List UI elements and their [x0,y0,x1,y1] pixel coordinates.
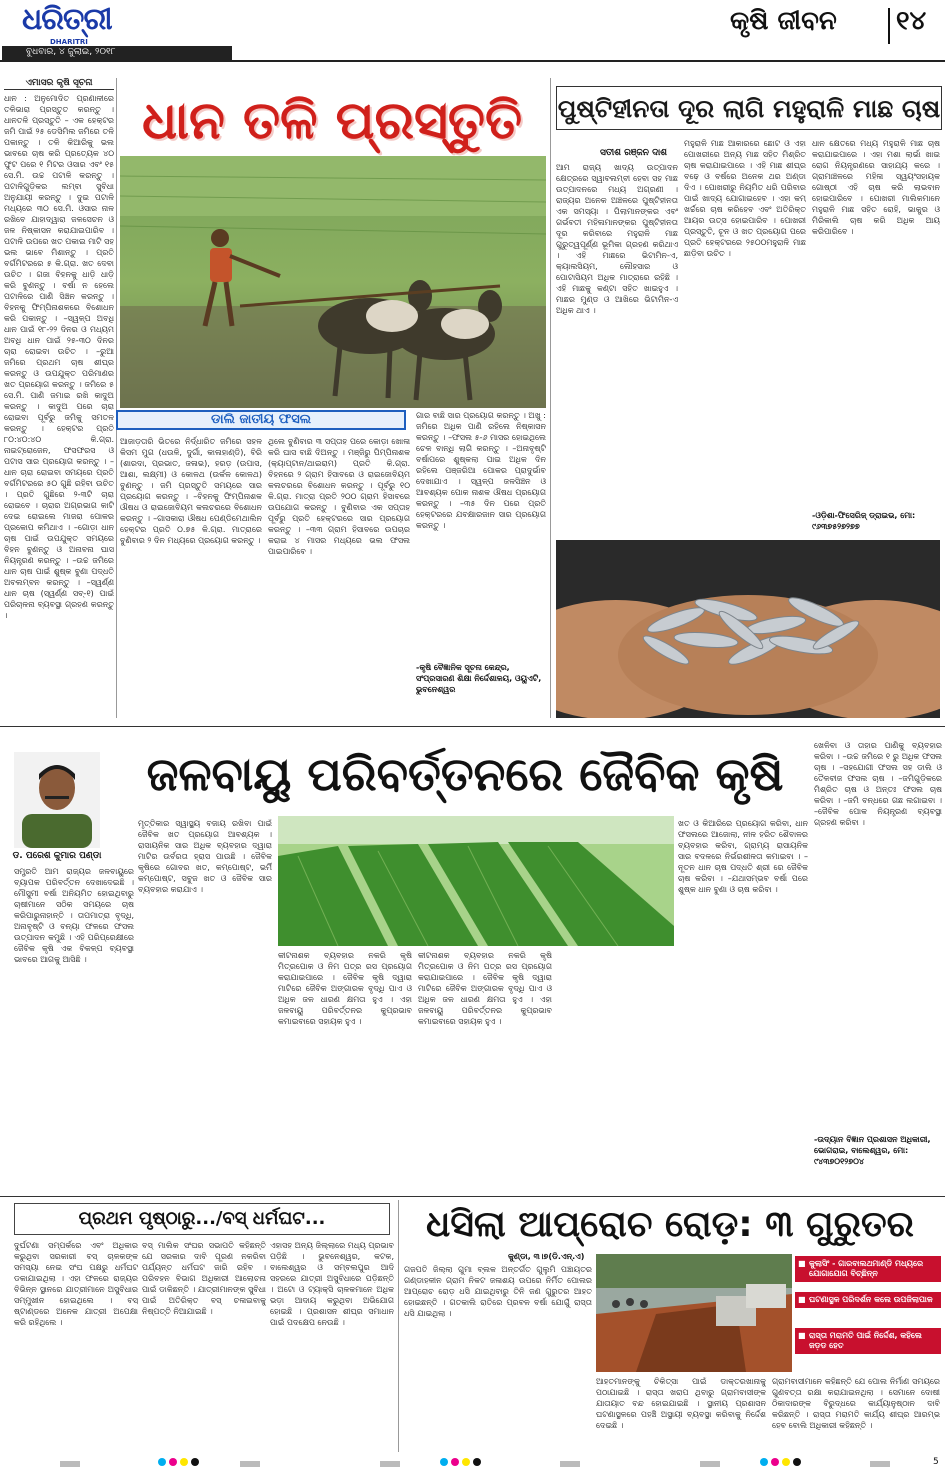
fish-headline: ପୁଷ୍ଟିହୀନତା ଦୂର ଲାଗି ମହୁରାଳି ମାଛ ଚାଷ [556,86,942,130]
footer-page-marker: 5 [933,1457,939,1467]
section-rule [0,726,945,727]
climate-body-5: ଖେଳିବା ଓ ତାହାର ପାଣିକୁ ବ୍ୟବହାର କରିବା । –ଉଚ୍ଚ ଜମିରେ ୧ ରୁ ଅଧିକ ଫସଲ ଚାଷ । –ସହଯୋଗୀ ଫସଲ ସହ ଡାଲି ଓ ତୈଳବୀଜ ଫସଲ ଚାଷ । –ଜମିଗୁଡ଼ିକରେ ମିଶ୍ରିତ ଚାଷ ଓ ଅନ୍ତଃ ଫସଲ ଚାଷ କରିବା । –ଜମି ବନ୍ଧରେ ଗଛ ଲଗାଇବା । –ଜୈବିକ ପୋକ ନିୟନ୍ତ୍ରଣ ବ୍ୟବସ୍ଥା ଗ୍ରହଣ କରିବା । [814,741,942,827]
climate-body-3: କୀଟନାଶକ ବ୍ୟବହାର ନକରି କୃଷି ମିତ୍ରପୋକ ଓ ନିମ ପତ୍ର ରସ ପ୍ରୟୋଗ କରାଯାଇପାରେ । ଜୈବିକ କୃଷି ଦ୍ୱାରା ମାଟିରେ ଜୈବିକ ଅଙ୍ଗାରକ ବୃଦ୍ଧି ପାଏ ଓ ଅଧିକ ଜଳ ଧାରଣ କ୍ଷମତା ହୁଏ । ଏହା ଜଳବାୟୁ ପରିବର୍ତ୍ତନର କୁପ୍ରଭାବ କମାଇବାରେ ସହାୟକ ହୁଏ । [278,951,412,1026]
registration-bar [870,1461,890,1467]
masthead [0,0,945,62]
climate-column-2 [138,818,272,1190]
continuation-body-3: ଏହାସହ ଅନ୍ୟ ଜିଲ୍ଲାରେ ମଧ୍ୟ ପ୍ରଭାବ ପଡ଼ିଛି । ଭୁବନେଶ୍ୱର, କଟକ, ବାଲେଶ୍ୱର ଓ ସମ୍ବଲପୁର ଆଦି ସହରରେ ଯାତ୍ରୀ ଅସୁବିଧାରେ ପଡ଼ିଛନ୍ତି । ଅଟୋ ଓ ଟ୍ୟାକ୍ସି ଚାଳକମାନେ ଅଧିକ ଭଡ଼ା ଆଦାୟ କରୁଥିବା ଅଭିଯୋଗ ହୋଇଛି । ପ୍ରଶାସନ ଶୀଘ୍ର ସମାଧାନ ପାଇଁ ପଦକ୍ଷେପ ନେଉଛି । [270,1241,394,1327]
continuation-headline: ପ୍ରଥମ ପୃଷ୍ଠାରୁ.../ବସ୍ ଧର୍ମଘଟ... [14,1203,390,1235]
paddy-column-2 [268,436,410,716]
fish-byline: ସତୀଶ ରଞ୍ଜନ ଦାଶ [600,148,668,158]
climate-body-1: ସମ୍ପ୍ରତି ଆମ ରାଜ୍ୟର ଜଳବାୟୁରେ ବ୍ୟାପକ ପରିବର୍ତ୍ତନ ଦେଖାଦେଇଛି । ମୌସୁମୀ ବର୍ଷା ଅନିୟମିତ ହୋଇଥିବାରୁ ଚାଷୀମାନେ ସଠିକ ସମୟରେ ଚାଷ କରିପାରୁନାହାନ୍ତି । ତାପମାତ୍ରା ବୃଦ୍ଧି, ଅନାବୃଷ୍ଟି ଓ ବନ୍ୟା ଫଳରେ ଫସଲ ଉତ୍ପାଦନ କମୁଛି । ଏହି ପରିପ୍ରେକ୍ଷୀରେ ଜୈବିକ କୃଷି ଏକ ବିକଳ୍ପ ବ୍ୟବସ୍ଥା ଭାବରେ ଆଗକୁ ଆସିଛି । [14,867,134,964]
pulses-subheading: ଡାଲି ଜାତୀୟ ଫସଲ [116,410,406,430]
paddy-column-1 [120,436,262,716]
road-body-1: ଗଜପତି ଜିଲ୍ଲା ଗୁମା ବ୍ଲକ ଅନ୍ତର୍ଗତ ଗୁଲୁମି ପଞ୍ଚାୟତର ଗଣ୍ଡାହଳୀନ ଗ୍ରାମ ନିକଟ ଜଳାଶୟ ଉପରେ ନିର୍ମିତ ପୋଲର ଆପ୍ରୋଚ ରୋଡ଼ ଧସି ଯାଇଥିବାରୁ ତିନି ଜଣ ଗୁରୁତର ଆହତ ହୋଇଛନ୍ତି । ଗତକାଲି ରାତିରେ ପ୍ରବଳ ବର୍ଷା ଯୋଗୁଁ ରାସ୍ତା ଧସି ଯାଇଥିଲା । [404,1265,592,1318]
section-title: କୃଷି ଜୀବନ [730,6,837,36]
road-body-2: ଆହତମାନଙ୍କୁ ଚିକିତ୍ସା ପାଇଁ ଡାକ୍ତରଖାନାକୁ ପଠାଯାଇଛି । ରାସ୍ତା ଖରାପ ଥିବାରୁ ଗ୍ରାମବାସୀଙ୍କ ଯାତାୟାତ ବନ୍ଦ ହୋଇଯାଇଛି । ସ୍ଥାନୀୟ ପ୍ରଶାସନ ଘଟଣାସ୍ଥଳରେ ପହଞ୍ଚି ଅସ୍ଥାୟୀ ବ୍ୟବସ୍ଥା କରିବାକୁ ନିର୍ଦ୍ଦେଶ ଦେଇଛି । [596,1377,766,1430]
registration-bar [240,1461,260,1467]
print-marks-footer [0,1455,945,1472]
continuation-column-1 [14,1240,138,1450]
continuation-column-3 [270,1240,394,1450]
left-column-body: ଧାନ : ଅନୁମୋଦିତ ପ୍ରଣାଳୀରେ ତଳିଭାରା ପ୍ରସ୍ତୁତ କରନ୍ତୁ । ଧାନତଳି ପ୍ରସ୍ତୁତି – ଏକ ହେକ୍ଟର ଜମି ପାଇଁ ୨୫ ଡେସିମିଲ ଜମିରେ ତଳି ପକାନ୍ତୁ । ତଳି କିଆରିକୁ ଭଲ ଭାବରେ ଚାଷ କରି ପ୍ରତ୍ୟେକ ୪୦ ଫୁଟ ପରେ ୧ ମିଟର ଓସାର ଏବଂ ୧୫ ସେ.ମି. ଉଚ୍ଚ ପଟାଳି କରନ୍ତୁ । ପଟାଳିଗୁଡ଼ିକର ଲମ୍ବା ସୁବିଧା ଅନୁଯାୟୀ କରନ୍ତୁ । ଦୁଇ ପଟାଳି ମଧ୍ୟରେ ୩୦ ସେ.ମି. ଓସାର ନାଳ ରଖିବେ ଯାହାଦ୍ୱାରା ଜଳସେଚନ ଓ ଜଳ ନିଷ୍କାସନ କରାଯାଇପାରିବ । ପଟାଳି ଉପରେ ଖତ ପକାଇ ମାଟି ସହ ଭଲ ଭାବେ ମିଶାନ୍ତୁ । ପ୍ରତି ବର୍ଗମିଟରରେ ୫ କି.ଗ୍ରା. ଖତ ଦେବା ଉଚିତ । ଗଜା ବିହନକୁ ଧାଡ଼ି ଧାଡ଼ି କରି ବୁଣନ୍ତୁ । ବର୍ଷା ନ ହେଲେ ପଟାଳିରେ ପାଣି ସିଞ୍ଚନ କରନ୍ତୁ । ବିହନକୁ ଫିମ୍ପିନାଶକରେ ବିଶୋଧନ କରି ପକାନ୍ତୁ । –ସ୍ୱଳ୍ପ ଅବଧି ଧାନ ପାଇଁ ୧୮-୨୨ ଦିନର ଓ ମଧ୍ୟମ ଅବଧି ଧାନ ପାଇଁ ୨୫-୩୦ ଦିନର ଚାରା ରୋଇବା ଉଚିତ । –ରୁଆ ଜମିରେ ପ୍ରଥମ ଚାଷ ଶୀଘ୍ର କରନ୍ତୁ ଓ ଉପଯୁକ୍ତ ପରିମାଣର ଖତ ପ୍ରୟୋଗ କରନ୍ତୁ । ଜମିରେ ୫ ସେ.ମି. ପାଣି ଜମାଇ ରଖି କାଦୁଅ କରନ୍ତୁ । କାଦୁଅ ପରେ ଚାରା ରୋଇବା ପୂର୍ବରୁ ଜମିକୁ ସମତଳ କରନ୍ତୁ । ହେକ୍ଟର ପ୍ରତି ୮୦:୪୦:୪୦ କି.ଗ୍ରା. ନାଇଟ୍ରୋଜେନ, ଫସଫରସ ଓ ପଟାସ ସାର ପ୍ରୟୋଗ କରନ୍ତୁ । –ଧାନ ଚାରା ରୋଇବା ସମୟରେ ପ୍ରତି ବର୍ଗମିଟରରେ ୫୦ ଗୁଛି ରହିବା ଉଚିତ । ପ୍ରତି ଗୁଛିରେ ୨-୩ଟି ଚାରା ରୋଇବେ । ଚାରାର ଅଗ୍ରଭାଗ କାଟି ଦେଇ ରୋଇଲେ ମାଜରା ପୋକର ପ୍ରକୋପ କମିଥାଏ । –ଗୋଡ଼ା ଧାନ ଚାଷ ପାଇଁ ଉପଯୁକ୍ତ ସମୟରେ ବିହନ ବୁଣନ୍ତୁ ଓ ଅନାବନା ଘାସ ନିୟନ୍ତ୍ରଣ କରନ୍ତୁ । –ଉଚ୍ଚ ଜମିରେ ଧାନ ଚାଷ ପାଇଁ ଶୁଷ୍କ ବୁଣା ପଦ୍ଧତି ଅବଲମ୍ବନ କରନ୍ତୁ । –ସ୍ୱର୍ଣ୍ଣ ଧାନ ଚାଷ (ସ୍ୱର୍ଣ୍ଣ ସବ୍-୧) ପାଇଁ ପରିଚାଳନା ବ୍ୟବସ୍ଥା ଗ୍ରହଣ କରନ୍ତୁ । [4,94,114,620]
paddy-column-3 [416,410,546,660]
newspaper-logo-english: DHARITRI [50,38,88,46]
column-rule [116,78,117,718]
edition-date: ବୁଧବାର, ୪ ଜୁଲାଇ, ୨୦୧୮ [2,46,232,60]
road-callout: ■ ରାସ୍ତା ମରାମତି ପାଇଁ ନିର୍ଦ୍ଦେଶ, କହିଲେ ଜଡ଼ଡ ହେତ [795,1328,941,1354]
continuation-body-1: ଦୁର୍ଘଟଣା ସମ୍ପର୍କରେ ଏବଂ ଅଧିକାର କରୁଥିବା ସରକାରୀ ବସ୍ ଚାଳକଙ୍କ ସମସ୍ୟା ନେଇ ସଂଘ ପକ୍ଷରୁ ଧର୍ମଘଟ ଡକାଯାଇଥିଲା । ଏହା ଫଳରେ ରାଜ୍ୟର ବିଭିନ୍ନ ସ୍ଥାନରେ ଯାତ୍ରୀମାନେ ଅସୁବିଧାର ସମ୍ମୁଖୀନ ହୋଇଥିଲେ । ବସ୍ ଷ୍ଟାଣ୍ଡରେ ଅନେକ ଯାତ୍ରୀ ଅପେକ୍ଷା କରି ରହିଥିଲେ । [14,1241,138,1327]
fish-body-2: ମହୁରାଳି ମାଛ ଆକାରରେ ଛୋଟ ଓ ଏହା ପୋଖରୀରେ ଅନ୍ୟ ମାଛ ସହିତ ମିଶ୍ରିତ ଚାଷ କରାଯାଇପାରେ । ଏହି ମାଛ ଶୀଘ୍ର ବଢ଼େ ଓ ବର୍ଷରେ ଅନେକ ଥର ଅଣ୍ଡା ଦିଏ । ପୋଖରୀରୁ ନିୟମିତ ଧରି ପରିବାର ପାଇଁ ଖାଦ୍ୟ ଯୋଗାଇହେବ । ଏହା କମ୍ ଖର୍ଚ୍ଚରେ ଚାଷ କରିହେବ ଏବଂ ଅତିରିକ୍ତ ଆୟର ଉତ୍ସ ହୋଇପାରିବ । ପୋଖରୀ ପ୍ରସ୍ତୁତି, ଚୂନ ଓ ଖତ ପ୍ରୟୋଗ ପରେ ପ୍ରତି ହେକ୍ଟରରେ ୨୫୦୦ମହୁରାଳି ମାଛ ଛାଡ଼ିବା ଉଚିତ । [684,139,806,258]
fish-column-1 [556,162,678,540]
paddy-headline: ଧାନ ତଳି ପ୍ରସ୍ତୁତି [141,91,523,151]
road-column-2 [596,1376,766,1450]
left-column-heading: ଏମାସର କୃଷି ସୂଚନା [4,78,114,90]
climate-body-3b: କୀଟନାଶକ ବ୍ୟବହାର ନକରି କୃଷି ମିତ୍ରପୋକ ଓ ନିମ ପତ୍ର ରସ ପ୍ରୟୋଗ କରାଯାଇପାରେ । ଜୈବିକ କୃଷି ଦ୍ୱାରା ମାଟିରେ ଜୈବିକ ଅଙ୍ଗାରକ ବୃଦ୍ଧି ପାଏ ଓ ଅଧିକ ଜଳ ଧାରଣ କ୍ଷମତା ହୁଏ । ଏହା ଜଳବାୟୁ ପରିବର୍ତ୍ତନର କୁପ୍ରଭାବ କମାଇବାରେ ସହାୟକ ହୁଏ । [418,951,552,1026]
fish-column-2 [684,138,806,540]
road-headline: ଧସିଲା ଆପ୍ରୋଚ ରୋଡ଼: ୩ ଗୁରୁତର [426,1204,914,1245]
registration-bar [380,1461,400,1467]
fish-body-1: ଆମ ରାଜ୍ୟ ଖାଦ୍ୟ ଉତ୍ପାଦନ କ୍ଷେତ୍ରରେ ସ୍ୱାବଲମ୍ବୀ ହେବା ସହ ମାଛ ଉତ୍ପାଦନରେ ମଧ୍ୟ ଅଗ୍ରଣୀ । ରାଜ୍ୟର ଅନେକ ଅଞ୍ଚଳରେ ପୁଷ୍ଟିହୀନତା ଏକ ସମସ୍ୟା । ପିଲାମାନଙ୍କର ଏବଂ ଗର୍ଭବତୀ ମହିଳାମାନଙ୍କର ପୁଷ୍ଟିହୀନତା ଦୂର କରିବାରେ ମହୁରାଳି ମାଛ ଗୁରୁତ୍ୱପୂର୍ଣ୍ଣ ଭୂମିକା ଗ୍ରହଣ କରିଥାଏ । ଏହି ମାଛରେ ଭିଟାମିନ-ଏ, କ୍ୟାଲସିୟମ, ଲୌହସାର ଓ ପୋଟାସିୟମ ଅଧିକ ମାତ୍ରାରେ ରହିଛି । ଏହି ମାଛକୁ କଣ୍ଟା ସହିତ ଖାଇହୁଏ । ମାଛର ମୁଣ୍ଡ ଓ ଆଖିରେ ଭିଟାମିନ-ଏ ଅଧିକ ଥାଏ । [556,163,678,315]
fish-body-3: ଧାନ କ୍ଷେତରେ ମଧ୍ୟ ମହୁରାଳି ମାଛ ଚାଷ କରାଯାଇପାରେ । ଏହା ମଶା ଲାର୍ଭା ଖାଇ ରୋଗ ନିୟନ୍ତ୍ରଣରେ ସାହାଯ୍ୟ କରେ । ଗ୍ରାମାଞ୍ଚଳରେ ମହିଳା ସ୍ୱୟଂସହାୟକ ଗୋଷ୍ଠୀ ଏହି ଚାଷ କରି ଲାଭବାନ ହୋଇପାରିବେ । ପୋଖରୀ ମାଲିକମାନେ ମହୁରାଳି ମାଛ ସହିତ ରୋହି, ଭାକୁର ଓ ମିରିକାଲି ଚାଷ କରି ଅଧିକ ଆୟ କରିପାରିବେ । [812,139,940,236]
left-column-article [4,78,114,718]
road-column-3 [772,1376,940,1450]
color-registration-dots [158,1458,199,1466]
paddy-body-2: ଥିଲେ ବୁଣିବାର ୩ ସପ୍ତାହ ପରେ କୋଡ଼ା ଖୋଳା କରି ଘାସ ବାଛି ଦିଅନ୍ତୁ । ମଞ୍ଜିରୁ ପିମ୍ପିନାଶକ (କ୍ୟାପ୍ଟାନ/ଥାଇରାମ) ପ୍ରତି କି.ଗ୍ରା. ବିହନରେ ୨ ଗ୍ରାମ ହିସାବରେ ଓ ରାଇଜୋବିୟମ କଲଚରରେ ବିଶୋଧନ କରନ୍ତୁ । ପୂର୍ବରୁ ୧୦ କି.ଗ୍ରା. ମାତ୍ରା ପ୍ରତି ୨୦୦ ଗ୍ରାମ ହିସାବରେ ଉପଯୋଗ କରନ୍ତୁ । ବୁଣିବାର ଏକ ସପ୍ତାହ ପୂର୍ବରୁ ପ୍ରତି ହେକ୍ଟରରେ ସାର ପ୍ରୟୋଗ କରନ୍ତୁ । –୩୩ ଗ୍ରାମ ହିସାବରେ ଉପଚାର କରାଇ ୪ ମାସର ମଧ୍ୟରେ ଭଲ ଫସଲ ପାଇପାରିବେ । [268,437,410,556]
section-rule [0,1196,945,1197]
registration-bar [700,1461,720,1467]
newspaper-logo: ଧରିତ୍ରୀ [22,2,112,37]
climate-headline: ଜଳବାୟୁ ପରିବର୍ତ୍ତନରେ ଜୈବିକ କୃଷି [146,747,784,801]
collapsed-road-photo [596,1254,792,1372]
climate-column-4 [418,950,552,1190]
climate-column-1 [14,866,134,1190]
registration-bar [60,1461,80,1467]
road-column-1 [404,1264,592,1450]
road-body-3: ଗ୍ରାମବାସୀମାନେ କହିଛନ୍ତି ଯେ ପୋଲ ନିର୍ମାଣ ସମୟରେ ଗୁଣବତ୍ତା ରକ୍ଷା କରାଯାଇନଥିଲା । ସେମାନେ ଦୋଷୀ ଠିକାଦାରଙ୍କ ବିରୁଦ୍ଧରେ କାର୍ଯ୍ୟାନୁଷ୍ଠାନ ଦାବି କରିଛନ୍ତି । ରାସ୍ତା ମରାମତି କାର୍ଯ୍ୟ ଶୀଘ୍ର ଆରମ୍ଭ ହେବ ବୋଲି ଅଧିକାରୀ କହିଛନ୍ତି । [772,1377,940,1430]
column-rule [550,78,551,718]
paddy-field-photo [120,156,546,408]
road-callout: ■ କୁଲାସିଂ - ଗାରବାଲଥମାଣ୍ଡି ମଧ୍ୟରେ ଯୋଗାଯୋଗ ବିଚ୍ଛିନ୍ନ [795,1256,941,1282]
climate-signature: -ଉଦ୍ୟାନ ବିଜ୍ଞାନ ପ୍ରଶାସନ ଅଧିକାରୀ, ଭୋଗରାଇ, ବାଲେଶ୍ୱର, ମୋ: ୯୪୩୭୦୧୨୭୦୪ [814,1135,931,1166]
fish-in-hands-photo [556,540,940,718]
road-callout: ■ ଘଟଣାସ୍ଥଳ ପରିଦର୍ଶନ କଲେ ଉପଜିଲାପାଳ [795,1292,941,1308]
paddy-signature: -କୃଷି ବୈଜ୍ଞାନିକ ସୂଚନା କେନ୍ଦ୍ର, ସଂପ୍ରସାରଣ ଶିକ୍ଷା ନିର୍ଦ୍ଦେଶାଳୟ, ଓୟୁଏଟି, ଭୁବନେଶ୍ୱର [416,663,542,694]
climate-author: ଡ. ପରେଶ କୁମାର ପଣ୍ଡା [12,851,102,861]
fish-column-3 [812,138,940,508]
climate-column-3 [278,950,412,1190]
crop-field-photo [278,816,674,946]
section-divider [888,8,890,44]
paddy-body-3: ଗାର ବାଛି ସାର ପ୍ରୟୋଗ କରନ୍ତୁ । ଅଖୁ : ଜମିରେ ଅଧିକ ପାଣି ରହିଲେ ନିଷ୍କାସନ କରନ୍ତୁ । –ଫସଲ ୫-୬ ମାସର ହୋଇଥିଲେ ଚେଳ ବାନ୍ଧି ଲାଗି କରନ୍ତୁ । –ଅନାବୃଷ୍ଟି ବର୍ଷାପରେ ଶୁଷ୍କଲା ପାଇ ଅଧିକ ଦିନ ରହିଲେ ପଞ୍ଜରିଆ ପୋକର ପ୍ରାଦୁର୍ଭାବ ଦେଖାଯାଏ । ସ୍ୱଳ୍ପ ଜଳସିଞ୍ଚନ ଓ ଆବଶ୍ୟକ ପୋକ ନାଶକ ଔଷଧ ପ୍ରୟୋଗ କରନ୍ତୁ । –୩୫ ଦିନ ପରେ ପ୍ରତି ହେକ୍ଟରରେ ଯବକ୍ଷାରଜାନ ସାର ପ୍ରୟୋଗ କରନ୍ତୁ । [416,411,546,530]
author-photo [14,752,100,848]
climate-column-5 [678,818,808,1190]
color-registration-dots [440,1458,481,1466]
climate-body-2: ମୃତ୍ତିକାର ସ୍ୱାସ୍ଥ୍ୟ ବଜାୟ ରଖିବା ପାଇଁ ଜୈବିକ ଖତ ପ୍ରୟୋଗ ଆବଶ୍ୟକ । ରାସାୟନିକ ସାର ଅଧିକ ବ୍ୟବହାର ଦ୍ୱାରା ମାଟିର ଉର୍ବରତା ହ୍ରାସ ପାଉଛି । ଜୈବିକ କୃଷିରେ ଗୋବର ଖତ, କମ୍ପୋଷ୍ଟ, ଭର୍ମି କମ୍ପୋଷ୍ଟ, ସବୁଜ ଖତ ଓ ଜୈବିକ ସାର ବ୍ୟବହାର କରାଯାଏ । [138,819,272,894]
column-rule [398,1200,399,1452]
climate-body-4: ଖତ ଓ କିଆରିରେ ପ୍ରୟୋଗ କରିବା, ଧାନ ଫସଲରେ ଆଜୋଲା, ନୀଳ ହରିତ ଶୈବାଳର ବ୍ୟବହାର କରିବା, ଗ୍ରାମ୍ୟ ରାସାୟନିକ ସାର ବଦଳରେ ନିର୍ଭରଶୀଳତା କମାଇବା । –ନୂତନ ଧାନ ଚାଷ ପଦ୍ଧତି ଶ୍ରୀ ରେ ଜୈବିକ ଚାଷ କରିବା । –ଯଥାସମ୍ଭବ ବର୍ଷା ପରେ ଶୁଷ୍କ ଧାନ ବୁଣା ଓ ଚାଷ କରିବା । [678,819,808,894]
road-dateline: କୁଣ୍ଡା, ୩।୭(ଡି.ଏନ୍.ଏ) [508,1252,585,1261]
page-number: ୧୪ [896,6,927,36]
fish-signature: -ଓଡ଼ିଶା-ଫିସେରିଜ୍ ଡ୍ରାଇଭ, ମୋ: ୯୬୩୭୫୨୭୨୭୭ [812,511,916,531]
registration-bar [560,1461,580,1467]
paddy-body-1: ଆଜାଡ଼ତାରି ଭିତରେ ନିର୍ଦ୍ଧାରିତ ଜମିରେ ସହଳ କିସମ ମୁଗ (ଧଉଳି, ଦୁର୍ଗା, କାଳାହାଣ୍ଡି), ବିରି (ଶାରଦା, ପ୍ରଭାତ, ଜଳାଭ), ହରଡ଼ (ଉପାସ, ଆଶା, ଲକ୍ଷ୍ମୀ) ଓ କୋଳଥ (ଉର୍କଳ କୋଳଥ) ବୁଣନ୍ତୁ । ଜମି ପ୍ରସ୍ତୁତି ସମୟରେ ସାର ପ୍ରୟୋଗ କରନ୍ତୁ । –ବିହନକୁ ଫିମ୍ପିନାଶକ ଔଷଧ ଓ ରାଇଜୋବିୟମ କଲଚରରେ ବିଶୋଧନ କରନ୍ତୁ । –ଗାସକାରା ଔଷଧ ପେଣ୍ଡିମେଥାଲିନ ହେକ୍ଟର ପ୍ରତି ୦.୭୫ କି.ଗ୍ରା. ମାତ୍ରାରେ ବୁଣିବାର ୨ ଦିନ ମଧ୍ୟରେ ପ୍ରୟୋଗ କରନ୍ତୁ । [120,437,262,545]
continuation-column-2 [142,1240,266,1450]
climate-column-6 [814,740,942,1130]
continuation-body-2: ବସ୍ ମାଲିକ ସଂଘର ସଭାପତି କହିଛନ୍ତି ଯେ ସରକାର ଦାବି ପୂରଣ ନକରିବା ପର୍ଯ୍ୟନ୍ତ ଧର୍ମଘଟ ଜାରି ରହିବ । ପରିବହନ ବିଭାଗ ଅଧିକାରୀ ଆଲୋଚନା ପାଇଁ ଡାକିଛନ୍ତି । ଯାତ୍ରୀମାନଙ୍କ ସୁବିଧା ପାଇଁ ଅତିରିକ୍ତ ବସ୍ ଚଳାଇବାକୁ ନିଷ୍ପତ୍ତି ନିଆଯାଇଛି । [142,1241,266,1316]
color-registration-dots [760,1458,801,1466]
